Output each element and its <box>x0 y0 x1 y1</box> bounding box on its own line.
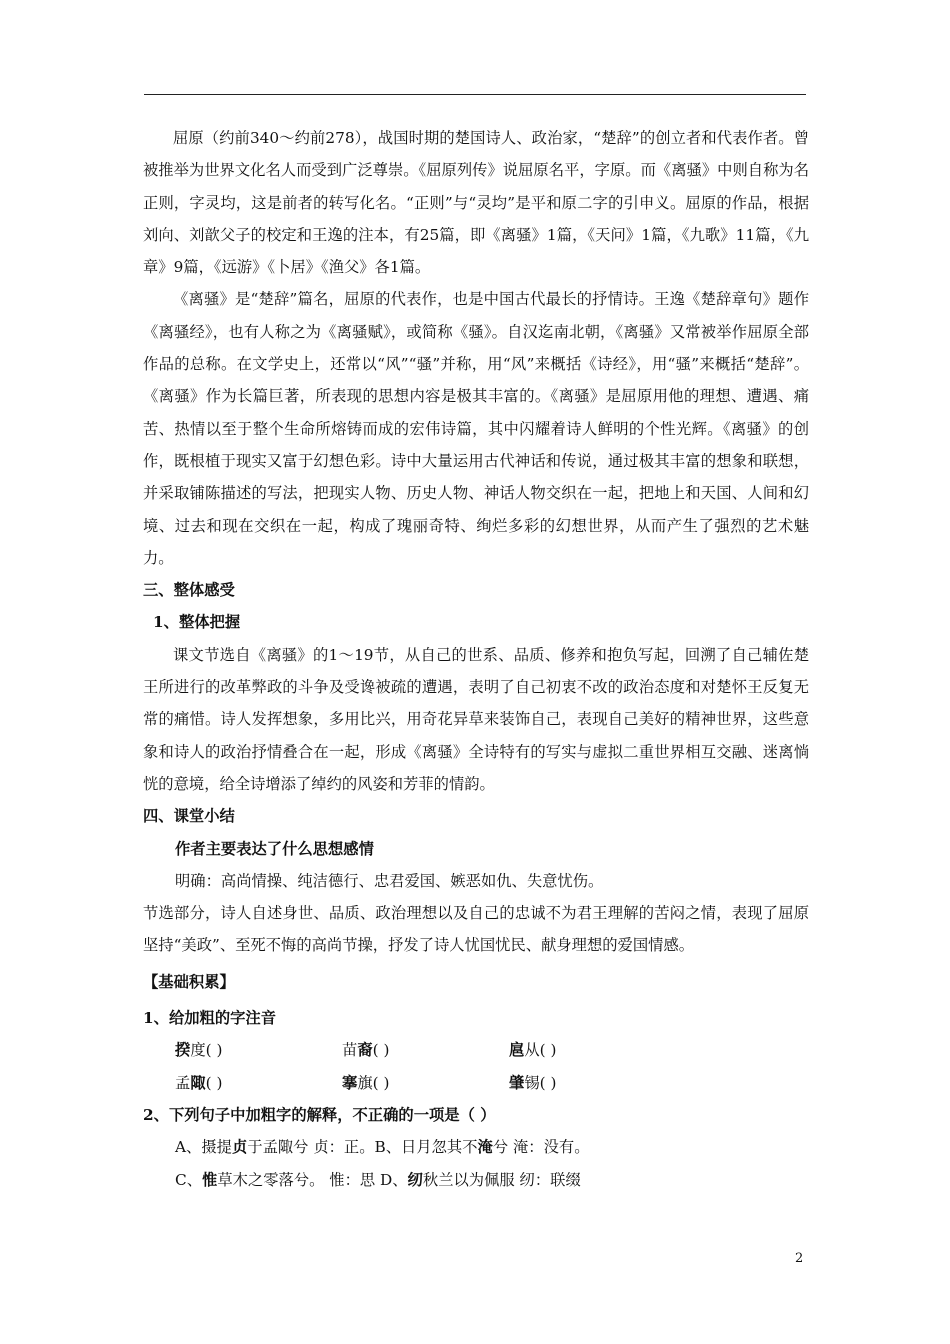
section4-question: 作者主要表达了什么思想感情 <box>175 839 374 858</box>
intro-paragraph-lisao: 《离骚》是“楚辞”篇名，屈原的代表作，也是中国古代最长的抒情诗。王逸《楚辞章句》题作《离骚经》，也有人称之为《离骚赋》，或简称《骚》。自汉迄南北朝，《离骚》又常被举作屈原全部作品的总称。在文学史上，还常以“风”“骚”并称，用“风”来概括《诗经》，用“骚”来概括“楚辞”。《离骚》作为长篇巨著，所表现的思想内容是极其丰富的。《离骚》是屈原用他的理想、遭遇、痛苦、热情以至于整个生命所熔铸而成的宏伟诗篇，其中闪耀着诗人鲜明的个性光辉。《离骚》的创作，既根植于现实又富于幻想色彩。诗中大量运用古代神话和传说，通过极其丰富的想象和联想，并采取铺陈描述的写法，把现实人物、历史人物、神话人物交织在一起，把地上和天国、人间和幻境、过去和现在交织在一起，构成了瑰丽奇特、绚烂多彩的幻想世界，从而产生了强烈的艺术魅力。 <box>143 290 809 567</box>
section3-subheading: 1、整体把握 <box>153 613 241 632</box>
pinyin-item: 孟陬( ) <box>175 1073 223 1092</box>
section4-answer: 明确：高尚情操、纯洁德行、忠君爱国、嫉恶如仇、失意忧伤。 <box>175 871 604 890</box>
header-rule <box>144 94 806 95</box>
intro-paragraph-quyuan: 屈原（约前340～约前278），战国时期的楚国诗人、政治家，“楚辞”的创立者和代表作者。曾被推举为世界文化名人而受到广泛尊崇。《屈原列传》说屈原名平，字原。而《离骚》中则自称为名正则，字灵均，这是前者的转写化名。“正则”与“灵均”是平和原二字的引申义。屈原的作品，根据刘向、刘歆父子的校定和王逸的注本，有25篇，即《离骚》1篇，《天问》1篇，《九歌》11篇，《九章》9篇，《远游》《卜居》《渔父》各1篇。 <box>143 129 809 277</box>
section4-heading: 四、课堂小结 <box>143 807 235 826</box>
section3-text: 课文节选自《离骚》的1～19节，从自己的世系、品质、修养和抱负写起，回溯了自己辅佐楚王所进行的改革弊政的斗争及受谗被疏的遭遇，表明了自己初衷不改的政治态度和对楚怀王反复无常的痛惜。诗人发挥想象，多用比兴，用奇花异草来装饰自己，表现自己美好的精神世界，这些意象和诗人的政治抒情叠合在一起，形成《离骚》全诗特有的写实与虚拟二重世界相互交融、迷离惝恍的意境，给全诗增添了绰约的风姿和芳菲的情韵。 <box>143 645 809 793</box>
section3-heading: 三、整体感受 <box>143 581 235 600</box>
section4-summary: 节选部分，诗人自述身世、品质、政治理想以及自己的忠诚不为君王理解的苦闷之情，表现了屈原坚持“美政”、至死不悔的高尚节操，抒发了诗人忧国忧民、献身理想的爱国情感。 <box>143 904 809 955</box>
pinyin-row <box>175 1067 809 1099</box>
pinyin-item: 扈从( ) <box>509 1041 557 1060</box>
pinyin-table <box>143 1034 809 1099</box>
basics-q1: 1、给加粗的字注音 <box>143 1009 277 1028</box>
page-number: 2 <box>795 1251 804 1266</box>
pinyin-item: 搴旗( ) <box>342 1073 390 1092</box>
option-a-b: A、摄提贞于孟陬兮 贞：正。B、日月忽其不淹兮 淹：没有。 <box>175 1138 590 1157</box>
pinyin-row <box>175 1034 809 1066</box>
pinyin-item: 苗裔( ) <box>342 1041 390 1060</box>
option-c-d: C、惟草木之零落兮。 惟：思 D、纫秋兰以为佩服 纫：联缀 <box>175 1170 581 1189</box>
pinyin-item: 揆度( ) <box>175 1041 223 1060</box>
page-content <box>143 122 809 1196</box>
basics-heading: 【基础积累】 <box>143 972 235 991</box>
basics-q2: 2、下列句子中加粗字的解释，不正确的一项是（ ） <box>143 1105 496 1124</box>
pinyin-item: 肇锡( ) <box>509 1073 557 1092</box>
